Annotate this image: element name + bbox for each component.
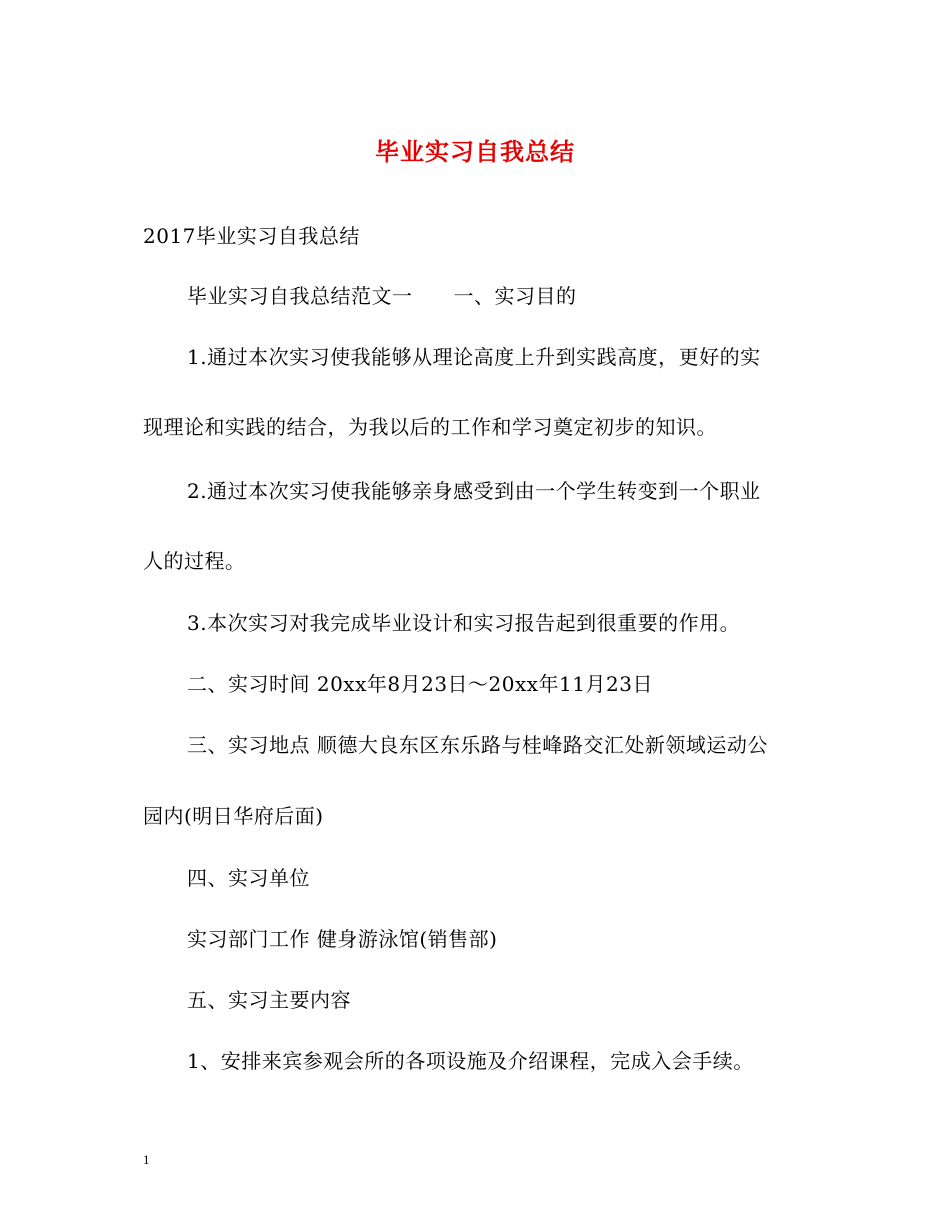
- body-line: 现理论和实践的结合，为我以后的工作和学习奠定初步的知识。: [143, 415, 717, 439]
- body-line: 1.通过本次实习使我能够从理论高度上升到实践高度，更好的实: [187, 345, 761, 369]
- body-line: 五、实习主要内容: [187, 988, 351, 1012]
- body-line: 毕业实习自我总结范文一 一、实习目的: [187, 284, 577, 308]
- body-line: 二、实习时间 20xx年8月23日～20xx年11月23日: [187, 672, 653, 696]
- document-title: 毕业实习自我总结: [375, 137, 575, 166]
- page-number: 1: [143, 1152, 150, 1167]
- body-line: 人的过程。: [143, 549, 246, 573]
- body-line: 四、实习单位: [187, 866, 310, 890]
- body-line-subtitle: 2017毕业实习自我总结: [143, 224, 360, 248]
- body-line: 3.本次实习对我完成毕业设计和实习报告起到很重要的作用。: [187, 611, 741, 635]
- body-line: 1、安排来宾参观会所的各项设施及介绍课程，完成入会手续。: [187, 1049, 754, 1073]
- body-line: 三、实习地点 顺德大良东区东乐路与桂峰路交汇处新领域运动公: [187, 733, 768, 757]
- body-line: 园内(明日华府后面): [143, 804, 324, 828]
- body-line: 2.通过本次实习使我能够亲身感受到由一个学生转变到一个职业: [187, 479, 761, 503]
- body-line: 实习部门工作 健身游泳馆(销售部): [187, 927, 498, 951]
